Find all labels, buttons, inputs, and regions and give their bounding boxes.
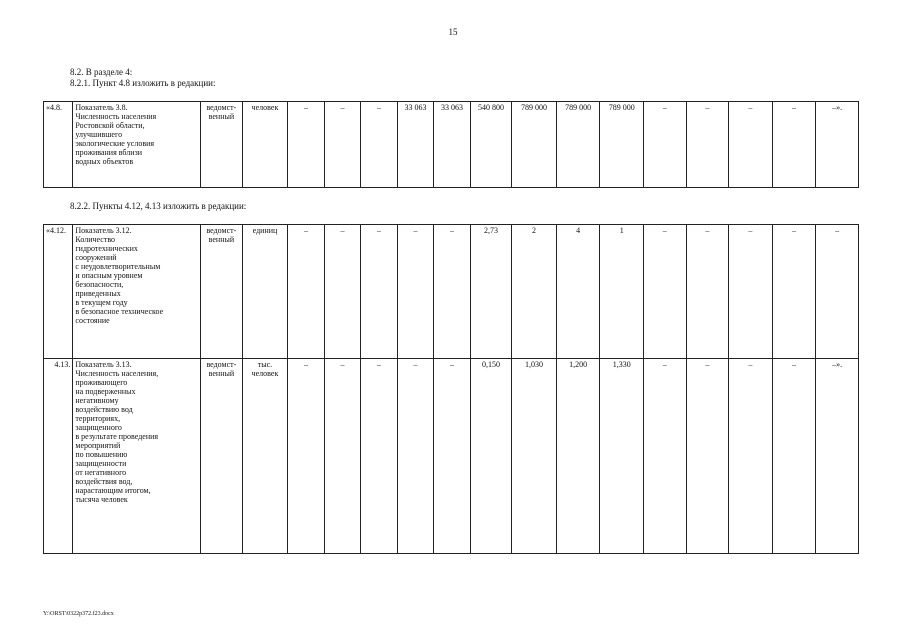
value-cell: – [397, 359, 433, 554]
value-cell: 0,150 [470, 359, 512, 554]
type-line: венный [208, 369, 235, 378]
name-line: Показатель 3.8. [75, 103, 128, 112]
value-cell: – [686, 102, 729, 188]
indicator-name [73, 225, 201, 359]
name-line: безопасности, [75, 280, 124, 289]
file-path-footer: Y:\ORST\0322p372.f23.docx [43, 611, 114, 617]
value-cell: 789 000 [600, 102, 644, 188]
value-cell: – [772, 102, 816, 188]
value-cell: –». [816, 359, 859, 554]
name-line: в результате проведения [75, 432, 159, 441]
value-cell: – [686, 225, 729, 359]
value-cell: 789 000 [512, 102, 557, 188]
indicator-name [73, 359, 201, 554]
value-cell: –». [816, 102, 859, 188]
value-cell: 1 [600, 225, 644, 359]
name-line: улучшившего [75, 130, 123, 139]
page-number: 15 [448, 27, 458, 37]
name-line: Количество [75, 235, 116, 244]
value-cell: 2 [512, 225, 557, 359]
type-line: ведомст- [206, 103, 237, 112]
name-line: Численность населения, [75, 369, 159, 378]
name-line: мероприятий [75, 441, 121, 450]
table-item-4-8 [43, 101, 859, 188]
name-line: с неудовлетворительным [75, 262, 161, 271]
value-cell: 4 [556, 225, 600, 359]
value-cell: – [288, 102, 324, 188]
type-line: ведомст- [206, 360, 237, 369]
value-cell: – [324, 225, 360, 359]
section-heading: 8.2. В разделе 4: [70, 67, 133, 77]
row-number: 4.13. [44, 359, 73, 554]
type-line: венный [208, 112, 235, 121]
unit-cell [242, 225, 288, 359]
name-line: сооружений [75, 253, 117, 262]
indicator-type [201, 359, 243, 554]
value-cell: 33 063 [434, 102, 470, 188]
value-cell: – [643, 225, 686, 359]
value-cell: 789 000 [556, 102, 600, 188]
name-line: в текущем году [75, 298, 128, 307]
name-line: приведенных [75, 289, 121, 298]
value-cell: 1,200 [556, 359, 600, 554]
row-number: «4.8. [44, 102, 73, 188]
row-number: «4.12. [44, 225, 73, 359]
name-line: и опасным уровнем [75, 271, 143, 280]
value-cell: – [772, 225, 816, 359]
unit-line: единиц [252, 226, 278, 235]
value-cell: – [434, 225, 470, 359]
value-cell: – [324, 359, 360, 554]
name-line: от негативного [75, 468, 127, 477]
value-cell: – [772, 359, 816, 554]
value-cell: – [729, 359, 773, 554]
value-cell: 1,330 [600, 359, 644, 554]
subsection-821: 8.2.1. Пункт 4.8 изложить в редакции: [70, 78, 216, 88]
name-line: на подверженных [75, 387, 136, 396]
name-line: состояние [75, 316, 110, 325]
name-line: негативному [75, 396, 119, 405]
type-line: венный [208, 235, 235, 244]
name-line: Показатель 3.13. [75, 360, 132, 369]
value-cell: 33 063 [397, 102, 433, 188]
value-cell: 1,030 [512, 359, 557, 554]
name-line: Показатель 3.12. [75, 226, 132, 235]
table-items-4-12-4-13 [43, 224, 859, 554]
value-cell: – [361, 102, 397, 188]
value-cell: 2,73 [470, 225, 512, 359]
name-line: Ростовской области, [75, 121, 145, 130]
name-line: проживания вблизи [75, 148, 143, 157]
table-row [44, 102, 859, 188]
value-cell: – [434, 359, 470, 554]
value-cell: – [288, 225, 324, 359]
value-cell: – [729, 225, 773, 359]
name-line: гидротехнических [75, 244, 138, 253]
value-cell: – [729, 102, 773, 188]
name-line: нарастающим итогом, [75, 486, 151, 495]
subsection-822: 8.2.2. Пункты 4.12, 4.13 изложить в редакции: [70, 201, 247, 211]
unit-line: тыс. [257, 360, 273, 369]
value-cell: 540 800 [470, 102, 512, 188]
name-line: воздействию вод [75, 405, 133, 414]
value-cell: – [324, 102, 360, 188]
name-line: защищенного [75, 423, 122, 432]
indicator-type [201, 225, 243, 359]
value-cell: – [816, 225, 859, 359]
name-line: экологические условия [75, 139, 155, 148]
name-line: Численность населения [75, 112, 157, 121]
unit-cell [242, 359, 288, 554]
name-line: тысяча человек [75, 495, 128, 504]
name-line: в безопасное техническое [75, 307, 164, 316]
unit-cell [242, 102, 288, 188]
value-cell: – [686, 359, 729, 554]
value-cell: – [397, 225, 433, 359]
value-cell: – [361, 359, 397, 554]
name-line: воздействия вод, [75, 477, 133, 486]
indicator-name [73, 102, 201, 188]
name-line: по повышению [75, 450, 128, 459]
name-line: защищенности [75, 459, 127, 468]
type-line: ведомст- [206, 226, 237, 235]
unit-line: человек [251, 369, 279, 378]
table-row [44, 359, 859, 554]
indicator-type [201, 102, 243, 188]
name-line: водных объектов [75, 157, 134, 166]
name-line: проживающего [75, 378, 128, 387]
table-row [44, 225, 859, 359]
value-cell: – [643, 102, 686, 188]
name-line: территориях, [75, 414, 121, 423]
unit-line: человек [251, 103, 279, 112]
value-cell: – [288, 359, 324, 554]
value-cell: – [361, 225, 397, 359]
value-cell: – [643, 359, 686, 554]
